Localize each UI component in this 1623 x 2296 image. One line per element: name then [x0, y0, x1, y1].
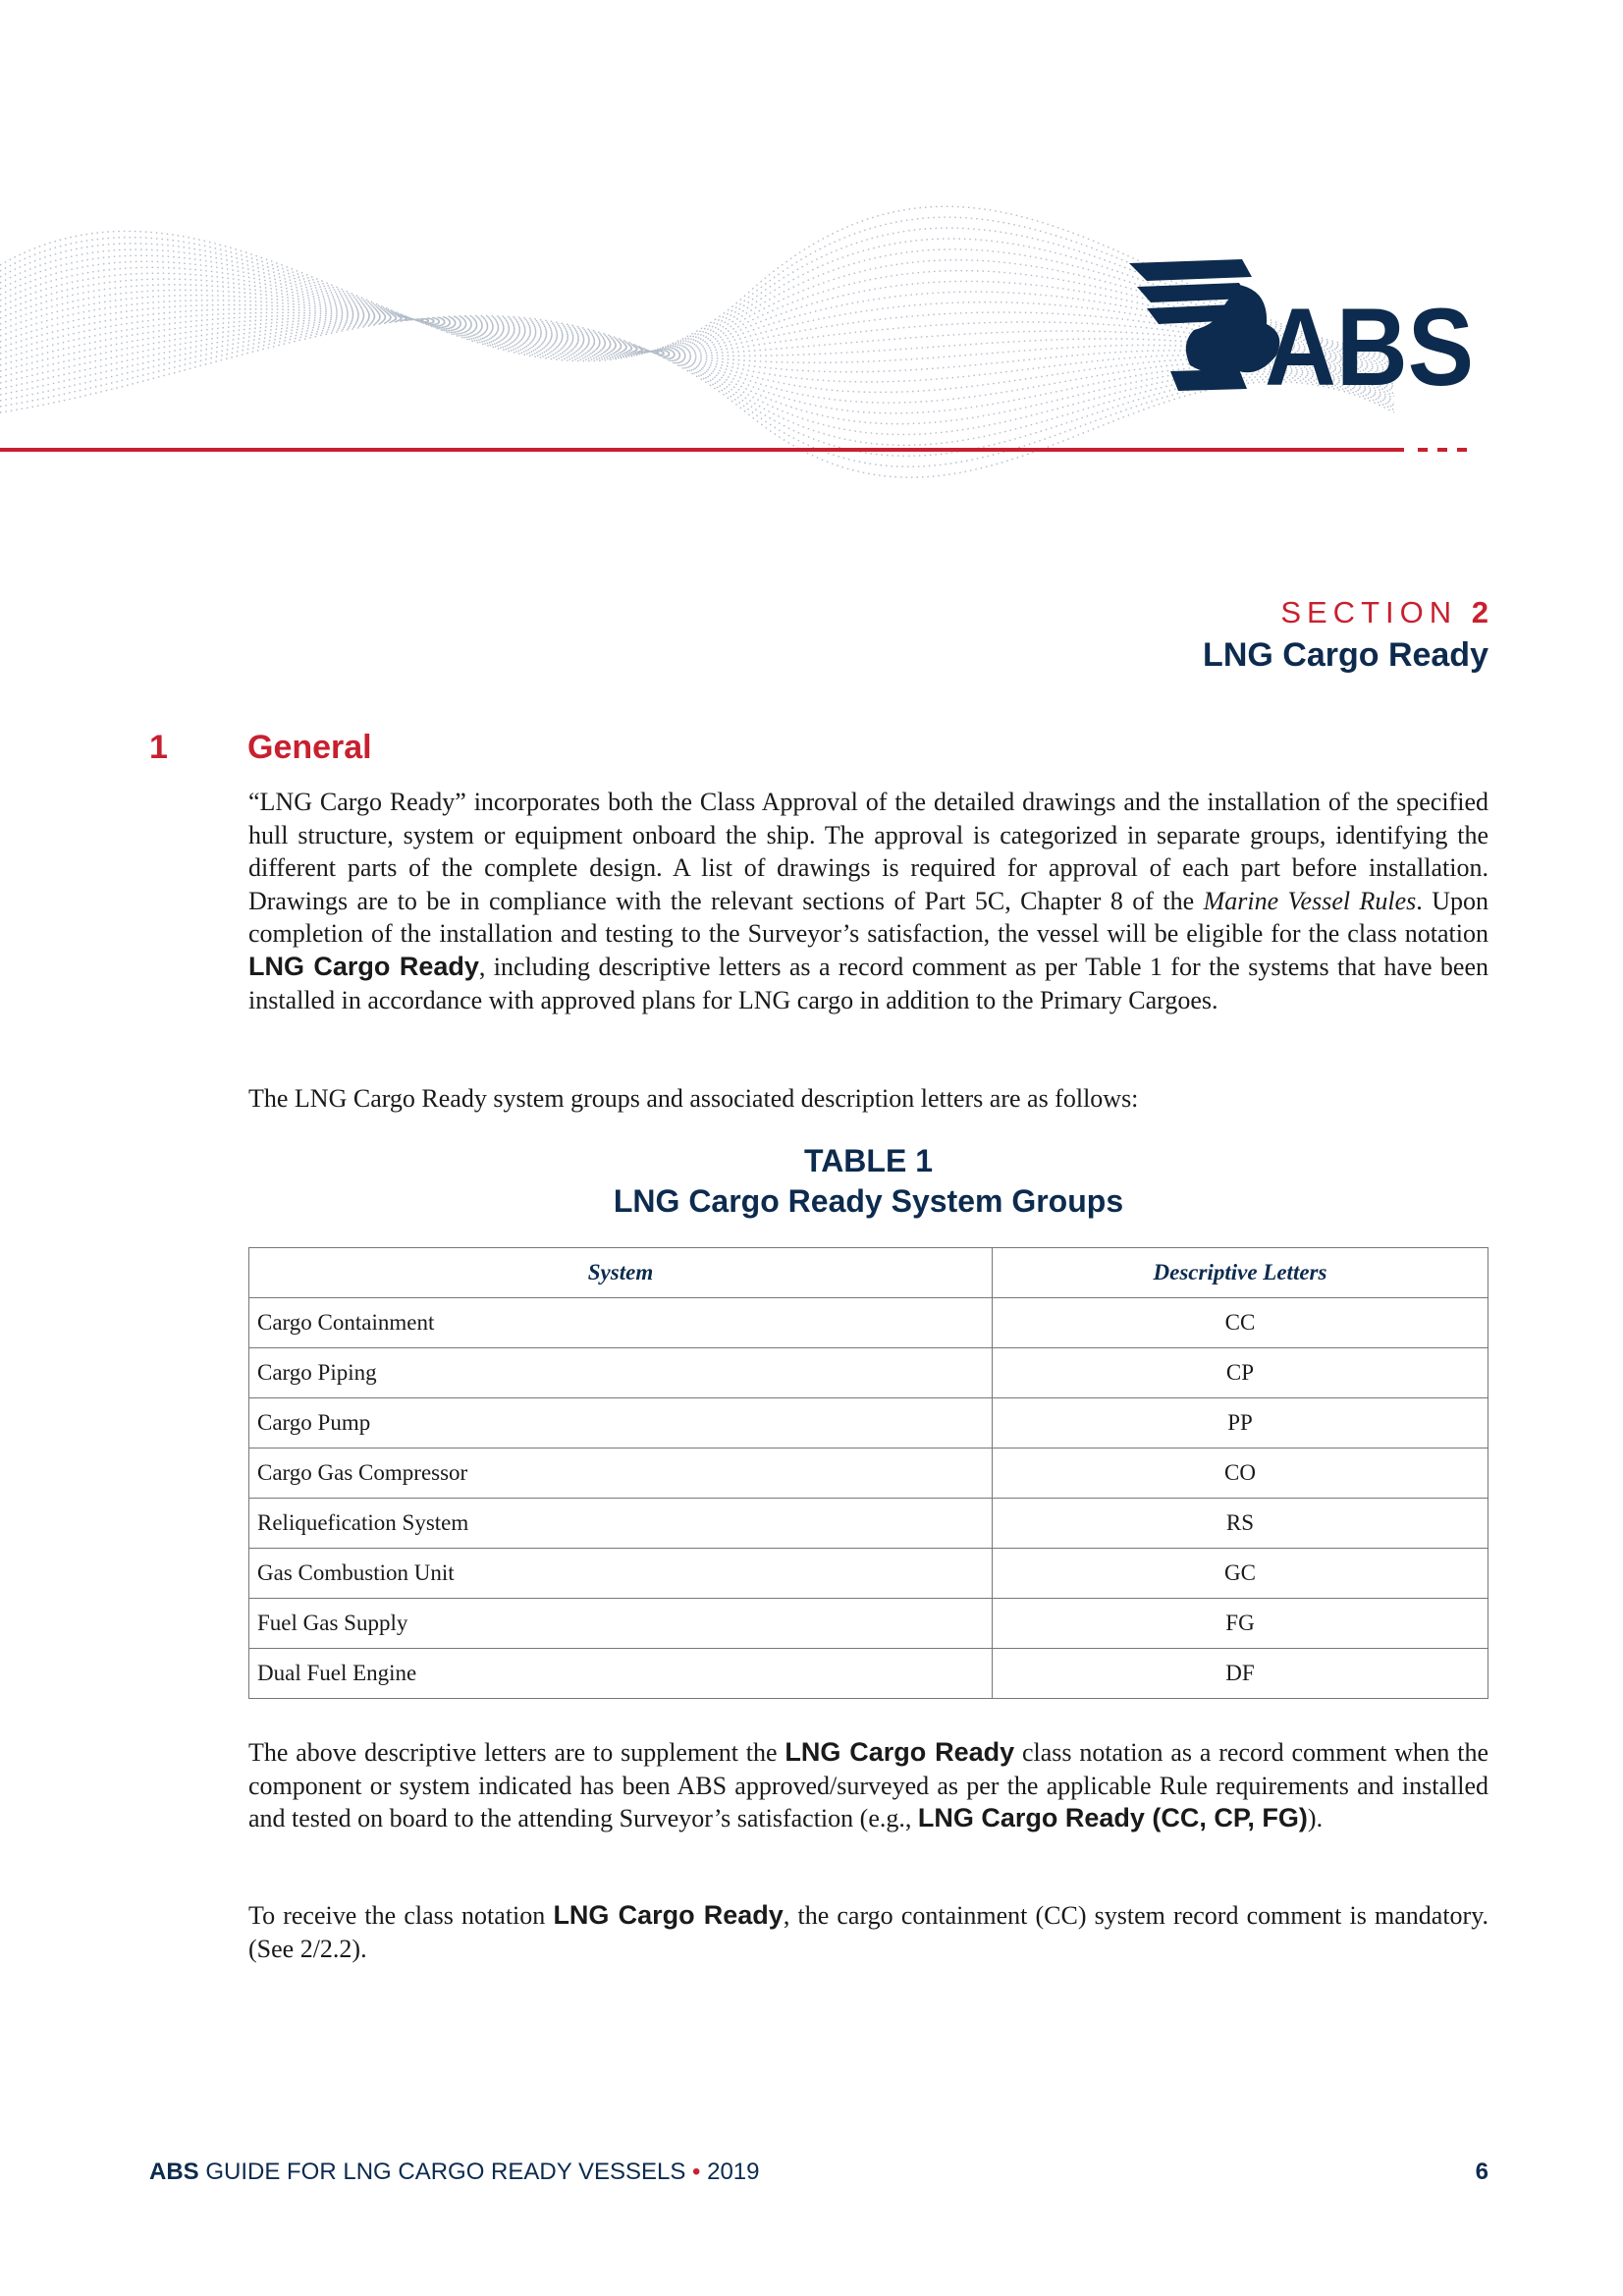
letters-cell: CC [993, 1298, 1488, 1348]
system-cell: Fuel Gas Supply [249, 1599, 993, 1649]
abs-logo-text: ABS [1265, 286, 1474, 409]
p1-notation: LNG Cargo Ready [248, 951, 479, 981]
letters-cell: DF [993, 1649, 1488, 1699]
system-cell: Dual Fuel Engine [249, 1649, 993, 1699]
system-cell: Gas Combustion Unit [249, 1549, 993, 1599]
p1-italic-rules: Marine Vessel Rules [1203, 886, 1417, 915]
table-row [249, 1549, 1488, 1599]
paragraph-intro-table [248, 1082, 1488, 1116]
header-banner [0, 0, 1623, 609]
table-row [249, 1298, 1488, 1348]
footer-title: GUIDE FOR LNG CARGO READY VESSELS [198, 2159, 693, 2185]
system-groups-table [248, 1247, 1488, 1699]
table-caption-title: LNG Cargo Ready System Groups [613, 1183, 1124, 1219]
letters-cell: PP [993, 1398, 1488, 1449]
footer-bullet: • [692, 2159, 701, 2185]
wave-line [0, 290, 1394, 377]
system-cell: Cargo Pump [249, 1398, 993, 1449]
p1-text-b: . Upon completion of the installation and testing to the Surveyor’s satisfaction, the vessel will be eligible for the class notation [248, 886, 1489, 949]
letters-cell: CO [993, 1449, 1488, 1499]
system-cell: Cargo Containment [249, 1298, 993, 1348]
table-row [249, 1649, 1488, 1699]
p2-text: The LNG Cargo Ready system groups and associated description letters are as follows: [248, 1084, 1139, 1113]
decorative-wave-graphic [0, 206, 1394, 477]
wave-line [0, 317, 1394, 467]
section-word: SECTION [1280, 595, 1458, 629]
p4-text-b: , the cargo containment (CC) system record comment is mandatory. (See 2/2.2). [248, 1901, 1489, 1963]
p3-text-a: The above descriptive letters are to supplement the [248, 1738, 785, 1767]
header-system: System [249, 1248, 993, 1298]
wave-line [0, 316, 1394, 478]
footer-year: 2019 [700, 2159, 760, 2185]
rule-dashes [1418, 448, 1467, 452]
p1-text-c: , including descriptive letters as a record comment as per Table 1 for the systems that have been installed in accordance with approved plans for LNG cargo in addition to the Primary Cargoes. [248, 952, 1488, 1014]
system-cell: Cargo Gas Compressor [249, 1449, 993, 1499]
table-header-row [249, 1248, 1488, 1298]
footer-guide-title [149, 2159, 760, 2186]
header-descriptive-letters: Descriptive Letters [993, 1248, 1488, 1298]
wave-line [0, 319, 1394, 413]
footer-brand: ABS [149, 2159, 199, 2185]
section-number: 2 [1471, 595, 1488, 629]
table-caption-number: TABLE 1 [804, 1143, 933, 1178]
section-label [1280, 595, 1488, 630]
p4-text-a: To receive the class notation [248, 1901, 554, 1930]
letters-cell: FG [993, 1599, 1488, 1649]
letters-cell: RS [993, 1499, 1488, 1549]
letters-cell: CP [993, 1348, 1488, 1398]
letters-cell: GC [993, 1549, 1488, 1599]
p1-text-a: “LNG Cargo Ready” incorporates both the Class Approval of the detailed drawings and the installation of the specified hull structure, system or equipment onboard the ship. The approval is categorized in separate groups, identifying the different parts of the complete design. A list of drawings is required for approval of each part before installation. Drawings are to be in compliance with the relevant sections of Part 5C, Chapter 8 of the [248, 788, 1488, 915]
table-row [249, 1398, 1488, 1449]
system-cell: Reliquefication System [249, 1499, 993, 1549]
table-row [249, 1499, 1488, 1549]
p3-text-b: class notation as a record comment when the component or system indicated has been ABS approved/surveyed as per the applicable Rule requirements and installed and tested on board to the attending Surveyor’s satisfaction (e.g., [248, 1738, 1488, 1833]
table-row [249, 1348, 1488, 1398]
wave-line [0, 206, 1394, 360]
section-title: LNG Cargo Ready [1203, 636, 1488, 674]
heading-number: 1 [149, 729, 168, 766]
p3-text-c: ). [1307, 1804, 1324, 1833]
system-cell: Cargo Piping [249, 1348, 993, 1398]
paragraph-general [248, 786, 1488, 1016]
paragraph-mandatory [248, 1899, 1488, 1965]
p3-example-notation: LNG Cargo Ready (CC, CP, FG) [917, 1803, 1308, 1833]
p3-notation: LNG Cargo Ready [784, 1737, 1015, 1767]
table-row [249, 1449, 1488, 1499]
page-number: 6 [1475, 2159, 1488, 2185]
abs-eagle-logo-icon [1129, 259, 1279, 391]
heading-title: General [247, 729, 372, 766]
paragraph-supplement [248, 1736, 1488, 1835]
table-row [249, 1599, 1488, 1649]
p4-notation: LNG Cargo Ready [553, 1900, 784, 1930]
